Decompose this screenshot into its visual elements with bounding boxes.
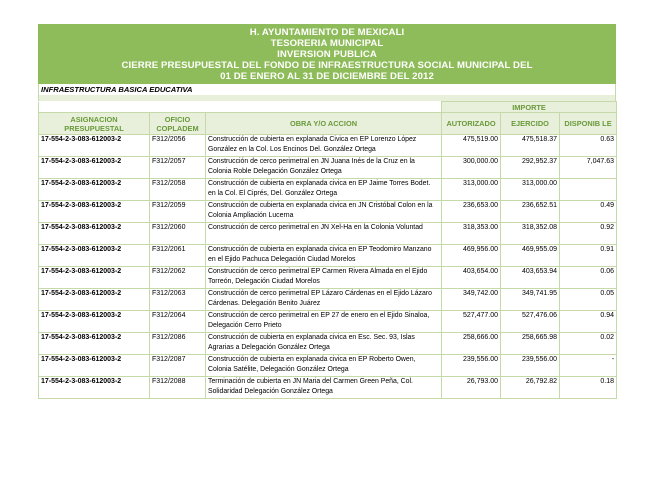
- row-ejercido: 313,000.00: [501, 179, 560, 201]
- row-disponible: 0.94: [560, 311, 617, 333]
- row-ejercido: 527,476.06: [501, 311, 560, 333]
- row-asignacion: 17-554-2-3-083-612003-2: [39, 157, 150, 179]
- row-ejercido: 469,955.09: [501, 245, 560, 267]
- row-disponible: 0.05: [560, 289, 617, 311]
- row-oficio: F312/2056: [150, 135, 206, 157]
- header-line-4: CIERRE PRESUPUESTAL DEL FONDO DE INFRAESTRUCTURA SOCIAL MUNICIPAL DEL: [121, 60, 533, 71]
- row-ejercido: 258,665.98: [501, 333, 560, 355]
- row-asignacion: 17-554-2-3-083-612003-2: [39, 223, 150, 245]
- row-asignacion: 17-554-2-3-083-612003-2: [39, 179, 150, 201]
- table-row: [39, 289, 617, 311]
- row-oficio: F312/2060: [150, 223, 206, 245]
- row-oficio: F312/2061: [150, 245, 206, 267]
- row-ejercido: 349,741.95: [501, 289, 560, 311]
- row-ejercido: 292,952.37: [501, 157, 560, 179]
- row-obra: Construcción de cerco perimetral EP Lázaro Cárdenas en el Ejido Lázaro Cárdenas. Delegación Benito Juárez: [206, 289, 442, 311]
- row-oficio: F312/2057: [150, 157, 206, 179]
- col-ejercido: EJERCIDO: [501, 113, 560, 135]
- row-ejercido: 475,518.37: [501, 135, 560, 157]
- row-autorizado: 469,956.00: [442, 245, 501, 267]
- row-oficio: F312/2062: [150, 267, 206, 289]
- table-row: [39, 377, 617, 399]
- table-row: [39, 223, 617, 245]
- row-obra: Construcción de cerco perimetral en JN Xel-Ha en la Colonia Voluntad: [206, 223, 442, 245]
- row-oficio: F312/2087: [150, 355, 206, 377]
- row-disponible: 0.92: [560, 223, 617, 245]
- row-disponible: 0.49: [560, 201, 617, 223]
- row-oficio: F312/2059: [150, 201, 206, 223]
- report-sheet: [38, 24, 616, 399]
- row-disponible: 0.63: [560, 135, 617, 157]
- header-line-2: TESORERIA MUNICIPAL: [270, 38, 384, 49]
- section-title: INFRAESTRUCTURA BASICA EDUCATIVA: [38, 84, 616, 95]
- row-disponible: 7,047.63: [560, 157, 617, 179]
- row-obra: Construcción de cubierta en explanada civica en EP Jaime Torres Bodet. en la Col. El Ciprés, Del. González Ortega: [206, 179, 442, 201]
- row-autorizado: 313,000.00: [442, 179, 501, 201]
- row-disponible: [560, 179, 617, 201]
- row-asignacion: 17-554-2-3-083-612003-2: [39, 377, 150, 399]
- table-row: [39, 311, 617, 333]
- row-autorizado: 26,793.00: [442, 377, 501, 399]
- row-autorizado: 527,477.00: [442, 311, 501, 333]
- row-asignacion: 17-554-2-3-083-612003-2: [39, 311, 150, 333]
- row-obra: Construcción de cubierta en explanada civica en Esc. Sec. 93, Islas Agrarias a Delegación González Ortega: [206, 333, 442, 355]
- row-autorizado: 236,653.00: [442, 201, 501, 223]
- row-autorizado: 258,666.00: [442, 333, 501, 355]
- row-autorizado: 349,742.00: [442, 289, 501, 311]
- row-asignacion: 17-554-2-3-083-612003-2: [39, 333, 150, 355]
- row-asignacion: 17-554-2-3-083-612003-2: [39, 201, 150, 223]
- row-oficio: F312/2086: [150, 333, 206, 355]
- budget-table: [38, 101, 617, 399]
- report-header: [38, 24, 616, 84]
- row-obra: Construcción de cubierta en explanada civica en EP Teodomiro Manzano en el Ejido Pachuca Delegación Ciudad Morelos: [206, 245, 442, 267]
- table-row: [39, 157, 617, 179]
- importe-header: IMPORTE: [442, 102, 617, 113]
- row-autorizado: 475,519.00: [442, 135, 501, 157]
- row-ejercido: 26,792.82: [501, 377, 560, 399]
- row-obra: Construcción de cubierta en explanada civica en EP Roberto Owen, Colonia Satélite, Delegación González Ortega: [206, 355, 442, 377]
- table-row: [39, 267, 617, 289]
- table-row: [39, 135, 617, 157]
- row-asignacion: 17-554-2-3-083-612003-2: [39, 245, 150, 267]
- row-obra: Terminación de cubierta en JN Maria del Carmen Green Peña, Col. Solidaridad Delegación González Ortega: [206, 377, 442, 399]
- row-ejercido: 239,556.00: [501, 355, 560, 377]
- row-autorizado: 403,654.00: [442, 267, 501, 289]
- row-oficio: F312/2063: [150, 289, 206, 311]
- row-oficio: F312/2058: [150, 179, 206, 201]
- header-line-1: H. AYUNTAMIENTO DE MEXICALI: [249, 27, 405, 38]
- row-asignacion: 17-554-2-3-083-612003-2: [39, 135, 150, 157]
- row-obra: Construcción de cubierta en explanada Civica en EP Lorenzo López González en la Col. Los Encinos Del. González Ortega: [206, 135, 442, 157]
- row-asignacion: 17-554-2-3-083-612003-2: [39, 289, 150, 311]
- row-obra: Construcción de cubierta en explanada civica en JN Cristóbal Colon en la Colonia Ampliación Lucerna: [206, 201, 442, 223]
- row-disponible: 0.18: [560, 377, 617, 399]
- col-disponible: DISPONIB LE: [560, 113, 617, 135]
- table-row: [39, 355, 617, 377]
- row-autorizado: 318,353.00: [442, 223, 501, 245]
- row-disponible: 0.02: [560, 333, 617, 355]
- row-oficio: F312/2064: [150, 311, 206, 333]
- row-ejercido: 403,653.94: [501, 267, 560, 289]
- row-ejercido: 236,652.51: [501, 201, 560, 223]
- row-disponible: 0.91: [560, 245, 617, 267]
- table-row: [39, 179, 617, 201]
- table-row: [39, 333, 617, 355]
- col-autorizado: AUTORIZADO: [442, 113, 501, 135]
- row-obra: Construcción de cerco perimetral en JN Juana Inés de la Cruz en la Colonia Roble Delegación González Ortega: [206, 157, 442, 179]
- row-obra: Construcción de cerco perimetral EP Carmen Rivera Almada en el Ejido Torreón, Delegación Ciudad Morelos: [206, 267, 442, 289]
- row-oficio: F312/2088: [150, 377, 206, 399]
- row-disponible: 0.06: [560, 267, 617, 289]
- row-ejercido: 318,352.08: [501, 223, 560, 245]
- header-line-3: INVERSION PUBLICA: [277, 49, 377, 60]
- table-row: [39, 245, 617, 267]
- importe-spacer: [39, 102, 442, 113]
- row-obra: Construcción de cerco perimetral en EP 27 de enero en el Ejido Sinaloa, Delegación Cerro Prieto: [206, 311, 442, 333]
- row-asignacion: 17-554-2-3-083-612003-2: [39, 267, 150, 289]
- row-autorizado: 300,000.00: [442, 157, 501, 179]
- row-asignacion: 17-554-2-3-083-612003-2: [39, 355, 150, 377]
- col-oficio: OFICIO COPLADEM: [150, 113, 206, 135]
- row-disponible: -: [560, 355, 617, 377]
- table-row: [39, 201, 617, 223]
- col-obra: OBRA Y/O ACCION: [206, 113, 442, 135]
- row-autorizado: 239,556.00: [442, 355, 501, 377]
- col-asignacion: ASIGNACION PRESUPUESTAL: [39, 113, 150, 135]
- header-line-5: 01 DE ENERO AL 31 DE DICIEMBRE DEL 2012: [220, 71, 434, 82]
